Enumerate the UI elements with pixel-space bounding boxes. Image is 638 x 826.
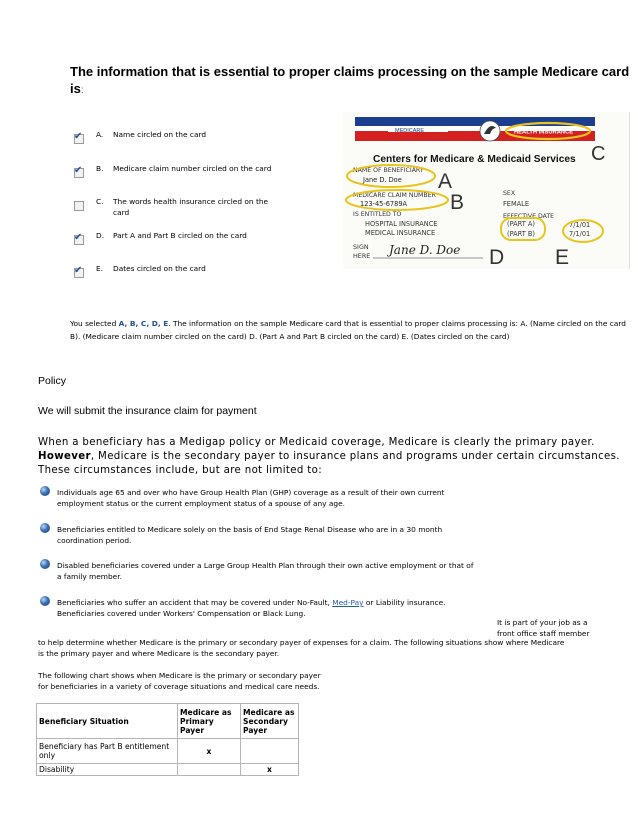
hhs-eagle-icon [480, 121, 500, 141]
card-letter-d: D [489, 246, 505, 269]
bullet-item-4 [57, 597, 497, 619]
chart-intro [38, 670, 598, 692]
policy-subheading: We will submit the insurance claim for payment [38, 405, 257, 417]
medicare-card-graphic [343, 112, 629, 269]
option-checkbox[interactable] [74, 134, 84, 144]
feedback-text [70, 317, 632, 343]
option-checkbox[interactable] [74, 168, 84, 178]
card-health-insurance-label: HEALTH INSURANCE [514, 129, 574, 136]
card-claim-value: 123-45-6789A [360, 200, 408, 208]
med-pay-link[interactable]: Med-Pay [332, 598, 364, 607]
payer-table [36, 703, 299, 776]
staff-paragraph [38, 637, 638, 659]
header-secondary: Medicare as Secondary Payer [241, 704, 299, 739]
option-letter: C. [96, 197, 104, 206]
option-letter: E. [96, 264, 104, 273]
card-here: HERE [353, 252, 371, 260]
card-sex-label: SEX [503, 190, 516, 197]
header-primary: Medicare as Primary Payer [178, 704, 241, 739]
card-date-a: 7/1/01 [569, 221, 591, 229]
row1-secondary [241, 739, 299, 764]
bullet-icon [40, 559, 50, 569]
card-part-a: (PART A) [507, 220, 535, 228]
question-colon: : [80, 85, 84, 96]
row2-secondary: x [241, 764, 299, 776]
card-name-value: Jane D. Doe [363, 176, 402, 184]
staff-line1: It is part of your job as a [497, 618, 588, 627]
card-letter-e: E [555, 246, 570, 269]
bullet-icon [40, 523, 50, 533]
bullet-icon [40, 486, 50, 496]
card-signature: Jane D. Doe [389, 243, 461, 257]
option-text: Name circled on the card [113, 130, 207, 139]
header-situation: Beneficiary Situation [37, 704, 178, 739]
card-medical: MEDICAL INSURANCE [365, 229, 436, 237]
option-letter: A. [96, 130, 104, 139]
staff-line2: front office staff member [497, 629, 590, 638]
card-blue-stripe [355, 117, 595, 126]
staff-line3: to help determine whether Medicare is the primary or secondary payer of expenses for a claim. The following situations show where Medicare [38, 638, 565, 647]
bullet-item: Beneficiaries entitled to Medicare solely on the basis of End Stage Renal Disease who are in a 30 month coordination period. [57, 525, 443, 545]
table-row [37, 739, 299, 764]
option-checkbox[interactable] [74, 201, 84, 211]
option-letter: B. [96, 164, 104, 173]
card-sex-value: FEMALE [503, 200, 529, 208]
card-effective-label: EFFECTIVE DATE [503, 213, 555, 220]
card-sign: SIGN [353, 243, 369, 251]
staff-line4: is the primary payer and where Medicare is the secondary payer. [38, 649, 280, 658]
row2-situation: Disability [37, 764, 178, 776]
option-checkbox[interactable] [74, 235, 84, 245]
card-date-b: 7/1/01 [569, 230, 591, 238]
feedback-body: . The information on the sample Medicare card that is essential to proper claims processing is: A. (Name circled on the card B). (Medicare claim number circled on the card) D. (Part A and Part B circled on the card) E. (Dates circled on the card) [70, 319, 626, 341]
row1-primary: x [178, 739, 241, 764]
policy-heading: Policy [38, 375, 67, 387]
staff-right-text [497, 617, 637, 639]
policy-intro [38, 436, 630, 478]
card-header: Centers for Medicare & Medicaid Services [373, 154, 576, 165]
bullet-item: Disabled beneficiaries covered under a Large Group Health Plan through their own active employment or that of a family member. [57, 561, 474, 581]
row1-situation: Beneficiary has Part B entitlement only [37, 739, 178, 764]
policy-intro-line1: When a beneficiary has a Medigap policy or Medicaid coverage, Medicare is clearly the primary payer. [38, 437, 595, 448]
card-claim-label: MEDICARE CLAIM NUMBER [353, 192, 436, 199]
table-row [37, 764, 299, 776]
option-checkbox[interactable] [74, 268, 84, 278]
medicare-card-image [343, 112, 630, 269]
card-hospital: HOSPITAL INSURANCE [365, 220, 438, 228]
table-header-row [37, 704, 299, 739]
question-text: The information that is essential to proper claims processing on the sample Medicare card is [70, 64, 630, 96]
option-text: Dates circled on the card [113, 264, 206, 273]
bullet4-text-after: or Liability insurance. [363, 598, 446, 607]
feedback-prefix: You selected [70, 319, 119, 328]
card-medicare-label: MEDICARE [395, 128, 425, 134]
row2-primary [178, 764, 241, 776]
option-letter: D. [96, 231, 105, 240]
bullet4-text: Beneficiaries who suffer an accident that may be covered under No-Fault, [57, 598, 333, 607]
however-word: However [38, 451, 91, 462]
policy-intro-line2: , Medicare is the secondary payer to insurance plans and programs under certain circumstances. These circumstances include, but are not limited to: [38, 451, 620, 476]
question-title [70, 63, 630, 99]
card-entitled-label: IS ENTITLED TO [353, 211, 402, 218]
chart-intro-line2: for beneficiaries in a variety of coverage situations and medical care needs. [38, 682, 320, 691]
bullet-item: Individuals age 65 and over who have Group Health Plan (GHP) coverage as a result of their own current employment status or the current employment status of a spouse of any age. [57, 488, 445, 508]
card-letter-b: B [450, 191, 465, 214]
selected-answers: A, B, C, D, E [118, 319, 169, 328]
chart-intro-line1: The following chart shows when Medicare is the primary or secondary payer [38, 671, 321, 680]
option-text: Medicare claim number circled on the card [113, 164, 272, 173]
card-letter-c: C [591, 143, 606, 165]
bullet4-line2: Beneficiaries covered under Workers' Compensation or Black Lung. [57, 609, 306, 618]
option-text: Part A and Part B circled on the card [113, 231, 247, 240]
card-letter-a: A [438, 170, 453, 193]
card-part-b: (PART B) [507, 230, 535, 238]
option-text: The words health insurance circled on the card [113, 197, 269, 217]
card-name-label: NAME OF BENEFICIARY [353, 167, 424, 174]
bullet-icon [40, 596, 50, 606]
